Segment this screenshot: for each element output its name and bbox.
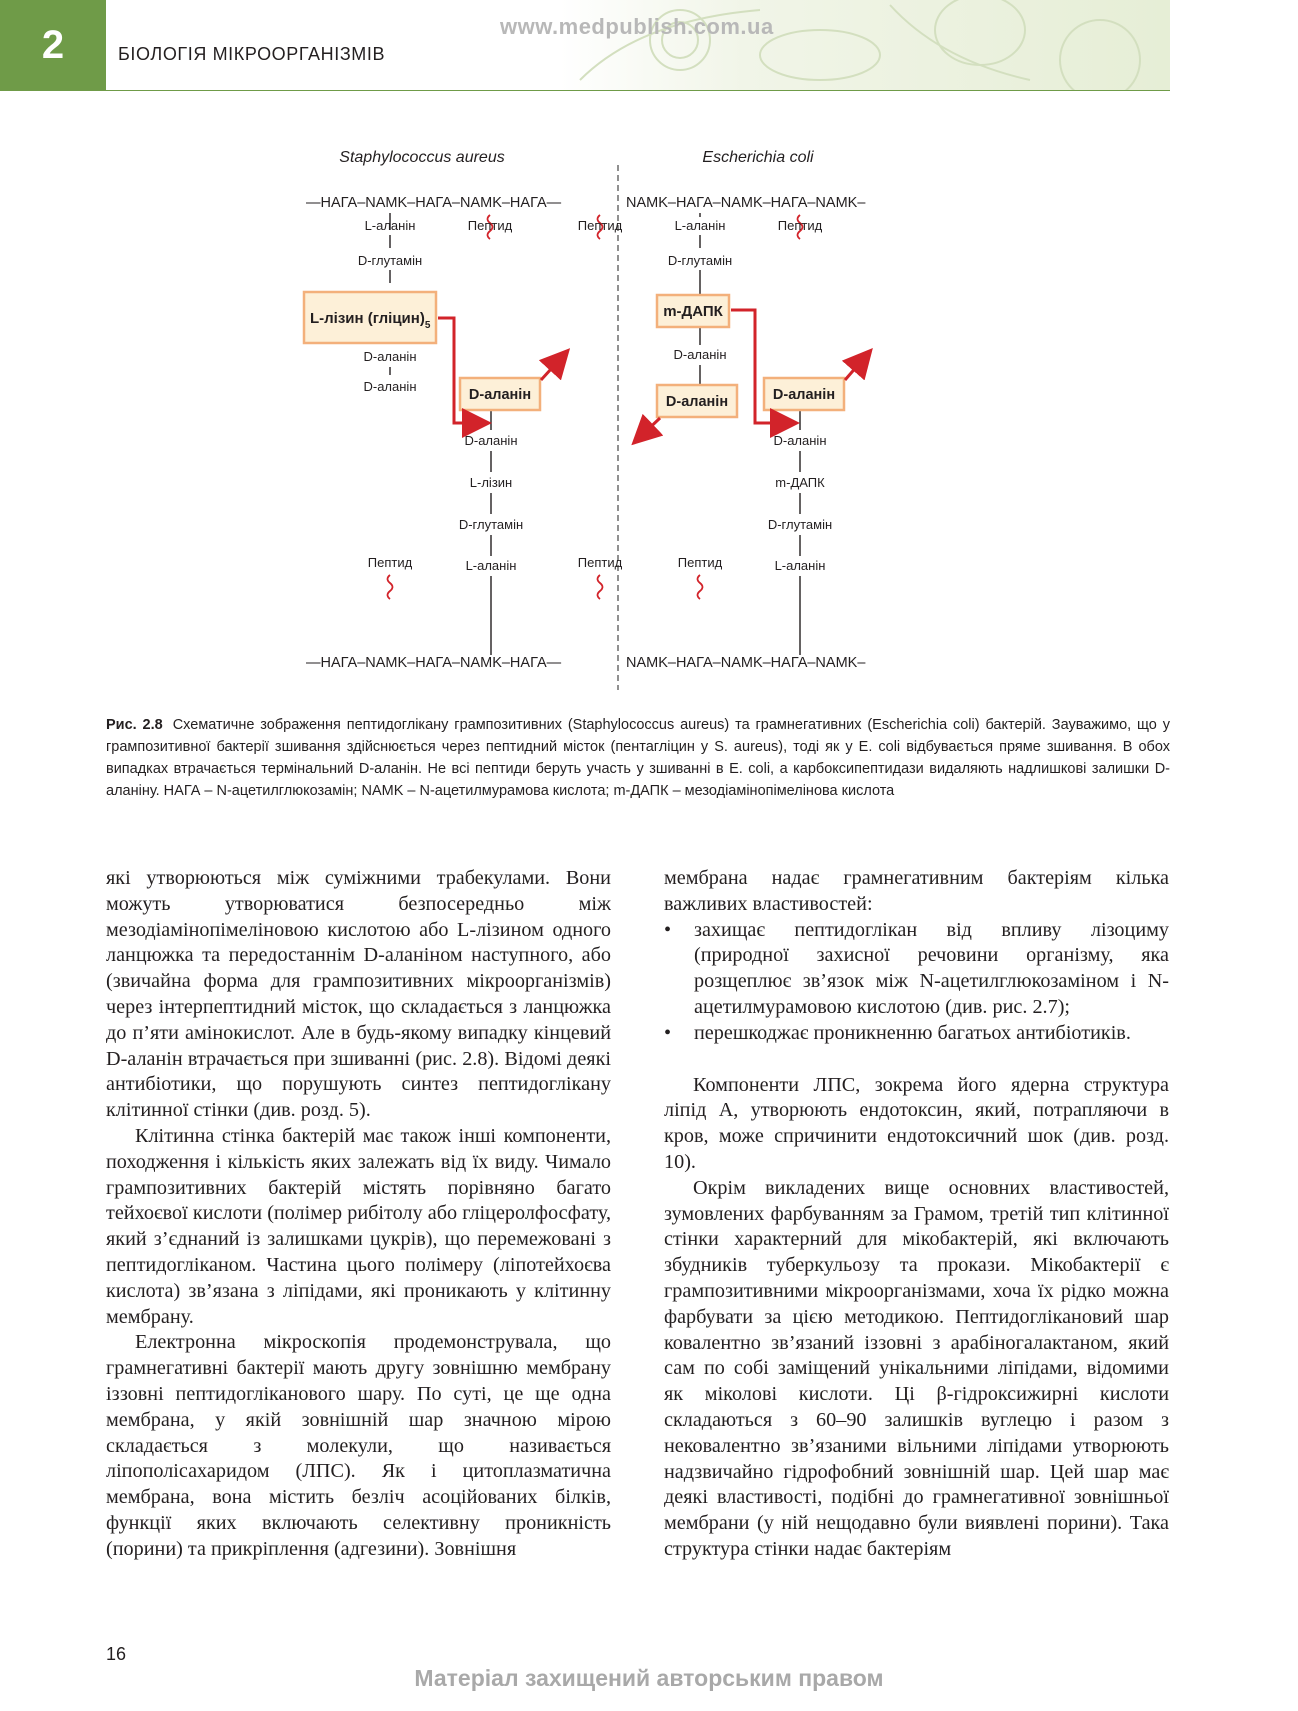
staph-peptide-top: Пептид <box>467 218 513 233</box>
page-number: 16 <box>106 1644 127 1664</box>
staph-peptide-bottom: Пептид <box>367 555 413 570</box>
staph-lower-l-alanine: L-аланін <box>465 558 517 573</box>
ecoli-release-arrow-right <box>845 357 865 380</box>
ecoli-peptide-bottom-2: Пептид <box>677 555 723 570</box>
paragraph-gap <box>664 1047 1169 1073</box>
right-column <box>664 866 1169 1563</box>
chapter-number: 2 <box>0 0 106 91</box>
ecoli-d-glutamine: D-глутамін <box>667 253 733 268</box>
left-paragraph-3: Електронна мікроскопія продемонструвала, що грамнегативні бактерії мають другу зовнішню мембрану іззовні пептидогліканового шару. По суті, це ще одна мембрана, у якій зовнішній шар значною мірою складається з молекули, що називається ліпополісахаридом (ЛПС). Як і цитоплазматична мембрана, вона містить безліч асоційованих білків, функції яких включають селективну проникність (порини) та прикріплення (адгезини). Зовнішня <box>106 1331 611 1560</box>
caption-text: Схематичне зображення пептидоглікану грампозитивних (Staphylococcus aureus) та грамнегативних (Escherichia coli) бактерій. Зауважимо, що у грампозитивної бактерії зшивання здійснюється через пептидний місток (пентагліцин у S. aureus), тоді як у E. coli відбувається пряме зшивання. В обох випадках втрачається термінальний D-аланін. Не всі пептиди беруть участь у зшиванні в E. coli, а карбоксипептидази видаляють надлишкові залишки D-аланіну. НАГА – N-ацетилглюкозамін; NAMK – N-ацетилмурамова кислота; m-ДАПК – мезодіамінопімелінова кислота <box>106 717 1170 799</box>
header-divider <box>106 90 1170 91</box>
lysine-glycine-label: L-лізин $(гліцин)_5$ <box>310 310 431 331</box>
peptidoglycan-diagram <box>300 135 980 695</box>
ecoli-peptide-bottom-1: Пептид <box>577 555 623 570</box>
staph-lower-l-lysine: L-лізин <box>469 475 513 490</box>
top-chain-right: NAMK–НАГА–NAMK–НАГА–NAMK– <box>626 195 866 211</box>
wavy-peptide-icons <box>388 215 803 599</box>
ecoli-release-arrow-left <box>640 418 660 437</box>
staph-title: Staphylococcus aureus <box>339 149 505 166</box>
page-header <box>0 0 1170 90</box>
ecoli-d-alanine-box-released-label: D-аланін <box>665 394 729 410</box>
caption-label: Рис. 2.8 <box>106 717 163 733</box>
ecoli-lower-d-alanine: D-аланін <box>773 433 827 448</box>
ecoli-lower-d-glutamine: D-глутамін <box>767 517 833 532</box>
site-url: www.medpublish.com.ua <box>500 14 774 39</box>
top-chain-left: —НАГА–NAMK–НАГА–NAMK–НАГА— <box>306 195 562 211</box>
left-paragraph-2: Клітинна стінка бактерій має також інші компоненти, походження і кількість яких залежать від їх виду. Чимало грампозитивних бактерій містять порівняно багато тейхоєвої кислоти (полімер рибітолу або гліцеролфосфату, який з’єднаний із залишками цукрів), що перемежовані з пептидогліканом. Частина цього полімеру (ліпотейхоєва кислота) зв’язана з ліпідами, які проникають у клітинну мембрану. <box>106 1124 611 1328</box>
staph-d-alanine-2: D-аланін <box>363 379 417 394</box>
right-paragraph-2: Компоненти ЛПС, зокрема його ядерна структура ліпід А, утворюють ендотоксин, який, потрапляючи в кров, може спричинити ендотоксичний шок (див. розд. 10). <box>664 1073 1169 1173</box>
peptidoglycan-figure <box>300 135 980 695</box>
staph-lower-d-glutamine: D-глутамін <box>458 517 524 532</box>
staph-lower-d-alanine: D-аланін <box>464 433 518 448</box>
figure-caption <box>106 714 1170 802</box>
section-title: БІОЛОГІЯ МІКРООРГАНІЗМІВ <box>118 44 386 64</box>
left-column <box>106 866 611 1563</box>
ecoli-lower-m-dapk: m-ДАПК <box>775 475 825 490</box>
copyright-notice: Матеріал захищений авторським правом <box>414 1665 884 1691</box>
left-paragraph-1: які утворюються між суміжними трабекулами. Вони можуть утворюватися безпосередньо між мезодіамінопімеліновою кислотою або L-лізином одного ланцюжка та передостаннім D-аланіном наступного, або (звичайна форма для грампозитивних мікроорганізмів) через інтерпептидний місток, що складається з ланцюжка до п’яти амінокислот. Але в будь-якому випадку кінцевий D-аланін втрачається при зшиванні (рис. 2.8). Відомі деякі антибіотики, що порушують синтез пептидоглікану клітинної стінки (див. розд. 5). <box>106 867 611 1122</box>
properties-list <box>664 918 1169 1047</box>
right-paragraph-1: мембрана надає грамнегативним бактеріям кілька важливих властивостей: <box>664 867 1169 915</box>
ecoli-lower-l-alanine: L-аланін <box>774 558 826 573</box>
staph-l-alanine: L-аланін <box>364 218 416 233</box>
ecoli-peptide-top-2: Пептид <box>777 218 823 233</box>
staph-d-alanine-box-label: D-аланін <box>468 387 532 403</box>
staph-release-arrow <box>541 357 562 380</box>
ecoli-peptide-top-1: Пептид <box>577 218 623 233</box>
list-item: • захищає пептидоглікан від впливу лізоциму (природної захисної речовини організму, яка розщеплює зв’язок між N-ацетилглюкозаміном і N-ацетилмурамовою кислотою (див. рис. 2.7); <box>664 918 1169 1021</box>
staph-d-glutamine: D-глутамін <box>357 253 423 268</box>
m-dapk-box-label: m-ДАПК <box>663 303 723 320</box>
right-paragraph-3: Окрім викладених вище основних властивостей, зумовлених фарбуванням за Грамом, третій тип клітинної стінки характерний для мікобактерій, які включають збудників туберкульозу та прокази. Мікобактерії є грампозитивними мікроорганізмами, хоча їх рідко можна фарбувати за цією методикою. Пептидоглікановий шар ковалентно зв’язаний іззовні з арабіногалактаном, який сам по собі заміщений унікальними ліпідами, відомими як міколові кислоти. Ці β-гідроксижирні кислоти складаються з 60–90 залишків вуглецю і разом з нековалентно зв’язаними вільними ліпідами утворюють надзвичайно гідрофобний зовнішній шар. Цей шар має деякі властивості, подібні до грамнегативної зовнішньої мембрани (у ній нещодавно були виявлені порини). Така структура стінки надає бактеріям <box>664 1176 1169 1560</box>
ecoli-title: Escherichia coli <box>702 149 814 166</box>
ecoli-d-alanine-mid: D-аланін <box>673 347 727 362</box>
list-item: • перешкоджає проникненню багатьох антибіотиків. <box>664 1021 1169 1047</box>
ecoli-l-alanine: L-аланін <box>674 218 726 233</box>
ecoli-d-alanine-box-label: D-аланін <box>772 387 836 403</box>
bottom-chain-left: —НАГА–NAMK–НАГА–NAMK–НАГА— <box>306 655 562 671</box>
bottom-chain-right: NAMK–НАГА–NAMK–НАГА–NAMK– <box>626 655 866 671</box>
staph-d-alanine-1: D-аланін <box>363 349 417 364</box>
